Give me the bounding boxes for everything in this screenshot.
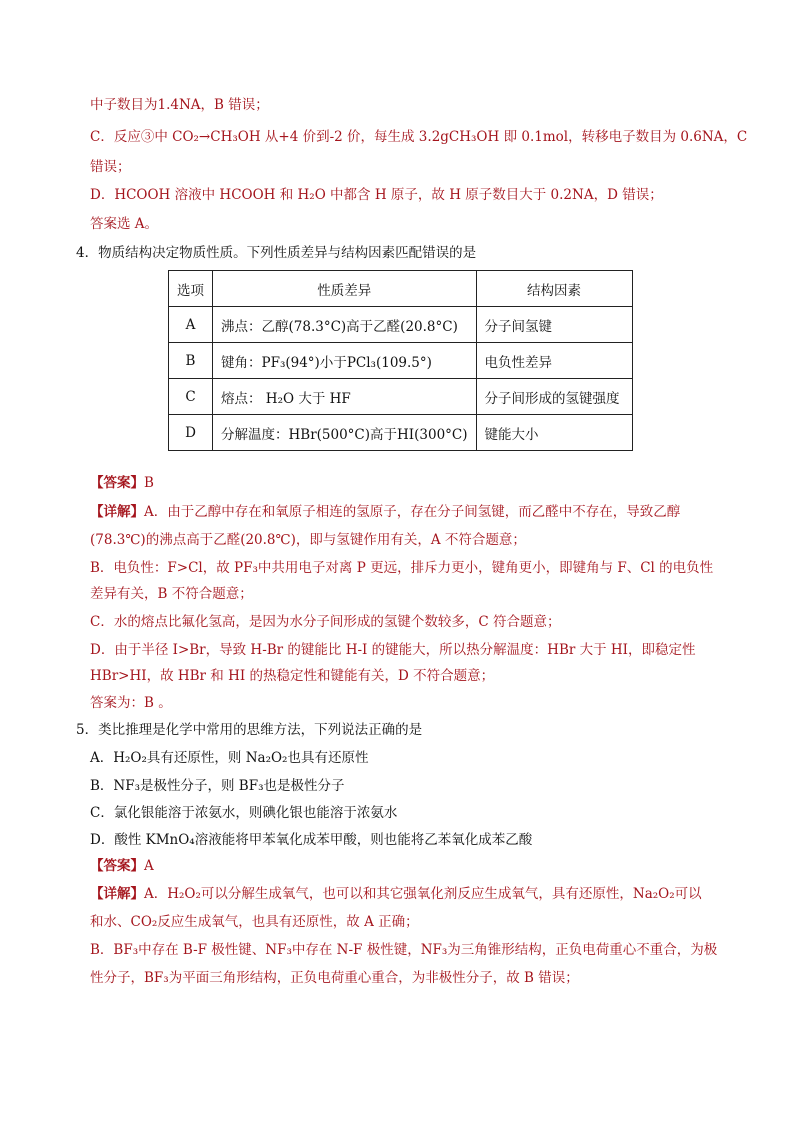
text-line-l5: 答案选 A。	[90, 216, 159, 232]
text-line-l7: B．电负性：F>Cl，故 PF₃中共用电子对离 P 更远，排斥力更小，键角更小，即键角与 F、Cl 的电负性	[90, 560, 714, 576]
text-line-o5b: B．NF₃是极性分子，则 BF₃也是极性分子	[90, 778, 345, 794]
text-line-l4: D．HCOOH 溶液中 HCOOH 和 H₂O 中都含 H 原子，故 H 原子数目大于 0.2NA，D 错误；	[90, 187, 663, 203]
table-cell-option: D	[169, 415, 213, 451]
q5-detail-line	[90, 884, 702, 904]
table-cell-factor: 分子间形成的氢键强度	[476, 379, 632, 415]
detail-text: A．由于乙醇中存在和氧原子相连的氢原子，存在分子间氢键，而乙醛中不存在，导致乙醇	[144, 504, 681, 520]
detail-tag: 【详解】	[90, 504, 144, 520]
table-row	[169, 379, 633, 415]
table-row	[169, 415, 633, 451]
table-header-difference: 性质差异	[213, 271, 477, 307]
table-cell-factor: 键能大小	[476, 415, 632, 451]
text-line-l12: 答案为：B 。	[90, 695, 172, 711]
text-line-q5: 5．类比推理是化学中常用的思维方法，下列说法正确的是	[76, 722, 423, 738]
table-cell-difference: 沸点：乙醇(78.3°C)高于乙醛(20.8°C)	[213, 307, 477, 343]
detail-text: A．H₂O₂可以分解生成氧气，也可以和其它强氧化剂反应生成氧气，具有还原性，Na₂O₂可以	[144, 886, 702, 902]
table-cell-factor: 分子间氢键	[476, 307, 632, 343]
text-line-l2: C．反应③中 CO₂→CH₃OH 从+4 价到-2 价，每生成 3.2gCH₃OH 即 0.1mol，转移电子数目为 0.6NA，C	[90, 129, 748, 145]
table-row	[169, 307, 633, 343]
q4-answer-line	[90, 473, 154, 493]
q4-detail-line	[90, 502, 680, 522]
text-line-l8: 差异有关，B 不符合题意；	[90, 586, 253, 602]
text-line-l11: HBr>HI，故 HBr 和 HI 的热稳定性和键能有关，D 不符合题意；	[90, 668, 495, 684]
text-line-l14: B．BF₃中存在 B-F 极性键、NF₃中存在 N-F 极性键，NF₃为三角锥形结构，正负电荷重心不重合，为极	[90, 942, 718, 958]
text-line-l13: 和水、CO₂反应生成氧气，也具有还原性，故 A 正确；	[90, 914, 419, 930]
text-line-l9: C．水的熔点比氟化氢高，是因为水分子间形成的氢键个数较多，C 符合题意；	[90, 614, 561, 630]
table-cell-difference: 熔点： H₂O 大于 HF	[213, 379, 477, 415]
table-cell-option: A	[169, 307, 213, 343]
table-header-option: 选项	[169, 271, 213, 307]
answer-value: B	[144, 475, 154, 491]
text-line-l3: 错误；	[90, 159, 131, 175]
text-line-q4: 4．物质结构决定物质性质。下列性质差异与结构因素匹配错误的是	[76, 245, 477, 261]
table-cell-difference: 键角：PF₃(94°)小于PCl₃(109.5°)	[213, 343, 477, 379]
text-line-l15: 性分子，BF₃为平面三角形结构，正负电荷重心重合，为非极性分子，故 B 错误；	[90, 970, 579, 986]
table-cell-factor: 电负性差异	[476, 343, 632, 379]
answer-tag: 【答案】	[90, 475, 144, 491]
text-line-o5c: C．氯化银能溶于浓氨水，则碘化银也能溶于浓氨水	[90, 805, 398, 821]
answer-value: A	[144, 858, 154, 874]
text-line-l1: 中子数目为1.4NA，B 错误；	[90, 97, 269, 113]
table-row	[169, 343, 633, 379]
table-cell-option: C	[169, 379, 213, 415]
detail-tag: 【详解】	[90, 886, 144, 902]
property-table	[168, 270, 633, 451]
text-line-o5d: D．酸性 KMnO₄溶液能将甲苯氧化成苯甲酸，则也能将乙苯氧化成苯乙酸	[90, 832, 533, 848]
answer-tag: 【答案】	[90, 858, 144, 874]
table-cell-difference: 分解温度：HBr(500°C)高于HI(300°C)	[213, 415, 477, 451]
text-line-l10: D．由于半径 I>Br，导致 H-Br 的键能比 H-I 的键能大，所以热分解温度：HBr 大于 HI，即稳定性	[90, 642, 696, 658]
table-header-row	[169, 271, 633, 307]
text-line-l6: (78.3℃)的沸点高于乙醛(20.8℃)，即与氢键作用有关，A 不符合题意；	[90, 532, 526, 548]
table-cell-option: B	[169, 343, 213, 379]
text-line-o5a: A．H₂O₂具有还原性，则 Na₂O₂也具有还原性	[90, 750, 369, 766]
q5-answer-line	[90, 856, 154, 876]
table-header-factor: 结构因素	[476, 271, 632, 307]
